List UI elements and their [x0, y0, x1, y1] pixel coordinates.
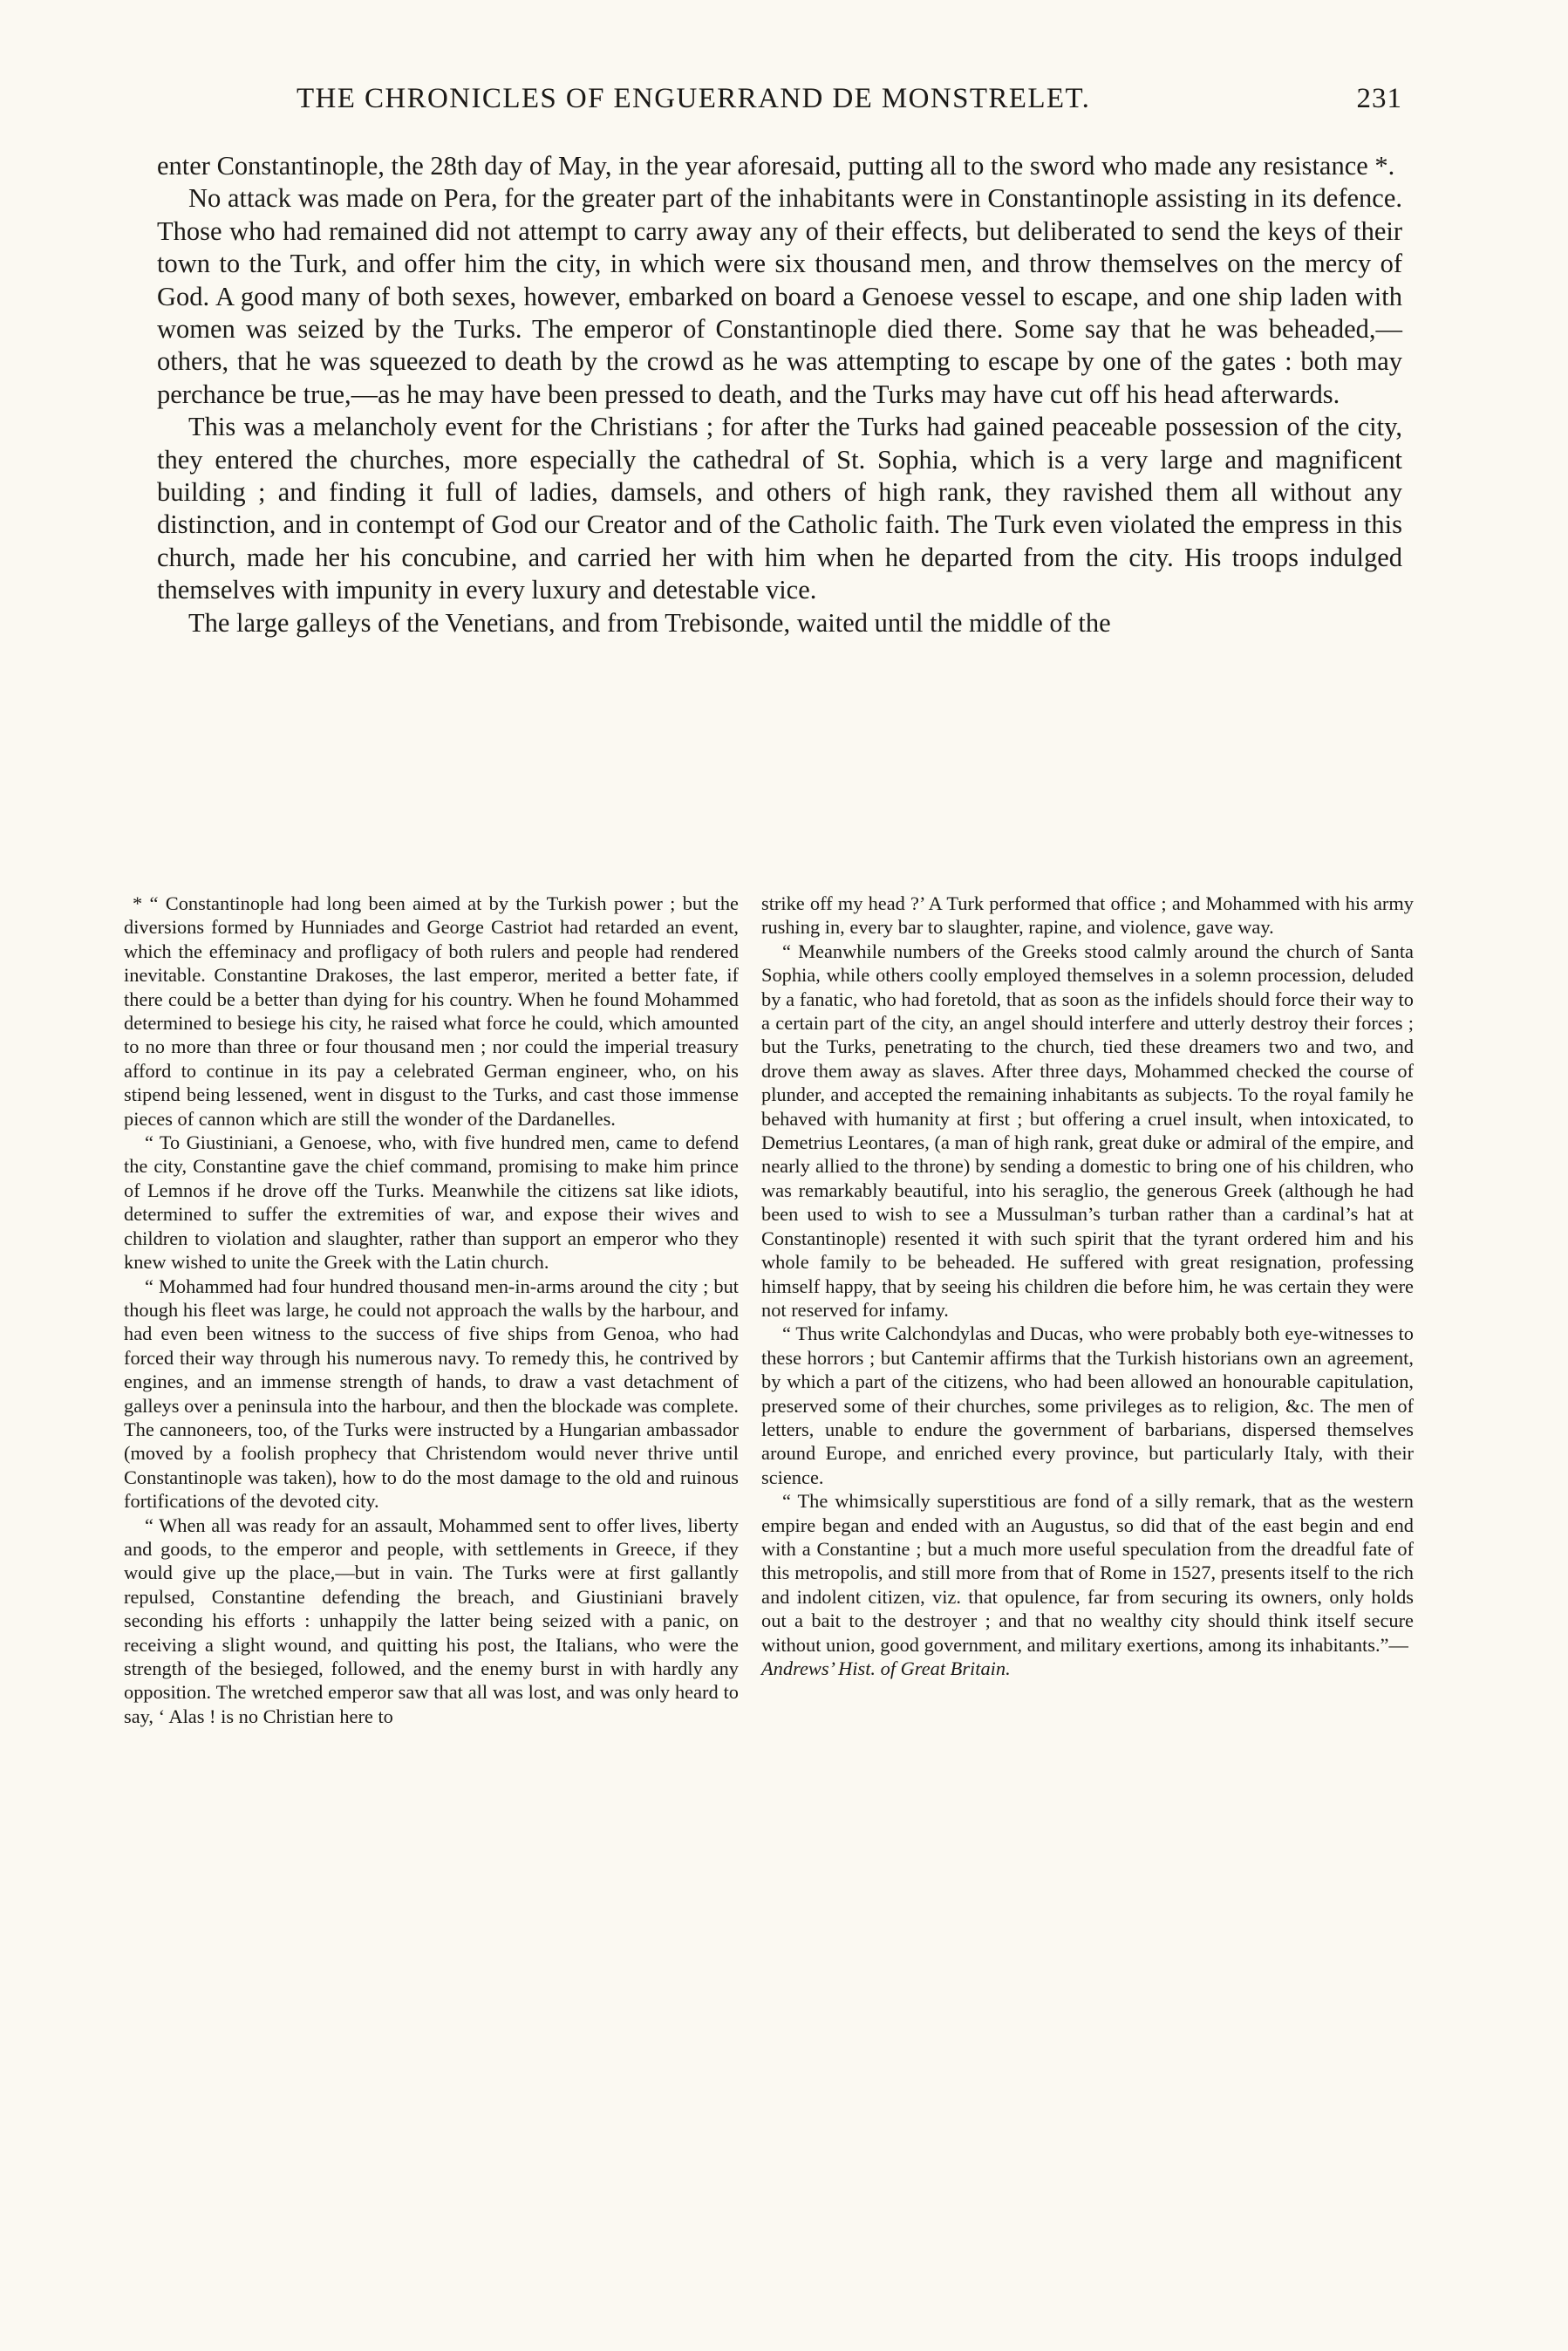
footnote-paragraph: “ The whimsically superstitious are fond of a silly remark, that as the western empire began and ended with an Augustus, so did that of the east begin and end with a Constantine ; but a much more useful speculation from the dreadful fate of this metropolis, and still more from that of Rome in 1527, presents itself to the rich and indolent citizen, viz. that opulence, far from securing its owners, only holds out a bait to the destroyer ; and that no wealthy city should think itself secure without union, good government, and military exertions, among its inhabitants.”—: [761, 1490, 1414, 1656]
running-title: THE CHRONICLES OF ENGUERRAND DE MONSTRELET.: [297, 83, 1091, 114]
footnote-column-left: [124, 892, 739, 1728]
page-header: [157, 83, 1402, 123]
footnote-paragraph: “ Mohammed had four hundred thousand men-in-arms around the city ; but though his fleet was large, he could not approach the walls by the harbour, and had even been witness to the success of five ships from Genoa, who had forced their way through his numerous navy. To remedy this, he contrived by engines, and an immense strength of hands, to draw a vast detachment of galleys over a peninsula into the harbour, and then the blockade was complete. The cannoneers, too, of the Turks were instructed by a Hungarian ambassador (moved by a foolish prophecy that Christendom would never thrive until Constantinople was taken), how to do the most damage to the old and ruinous fortifications of the devoted city.: [124, 1275, 739, 1513]
main-paragraph: No attack was made on Pera, for the greater part of the inhabitants were in Constantinople assisting in its defence. Those who had remained did not attempt to carry away any of their effects, but deliberated to send the keys of their town to the Turk, and offer him the city, in which were six thousand men, and throw themselves on the mercy of God. A good many of both sexes, however, embarked on board a Genoese vessel to escape, and one ship laden with women was seized by the Turks. The emperor of Constantinople died there. Some say that he was beheaded,—others, that he was squeezed to death by the crowd as he was attempting to escape by one of the gates : both may perchance be true,—as he may have been pressed to death, and the Turks may have cut off his head afterwards.: [157, 183, 1402, 409]
main-text: [157, 150, 1402, 639]
main-paragraph: This was a melancholy event for the Christians ; for after the Turks had gained peaceable possession of the city, they entered the churches, more especially the cathedral of St. Sophia, which is a very large and magnificent building ; and finding it full of ladies, damsels, and others of high rank, they ravished them all without any distinction, and in contempt of God our Creator and of the Catholic faith. The Turk even violated the empress in this church, made her his concubine, and carried her with him when he departed from the city. His troops indulged themselves with impunity in every luxury and detestable vice.: [157, 412, 1402, 605]
footnote-column-right: [761, 892, 1414, 1680]
page-number: 231: [1356, 83, 1402, 114]
main-paragraph: The large galleys of the Venetians, and from Trebisonde, waited until the middle of the: [188, 607, 1111, 638]
footnote-paragraph: “ Thus write Calchondylas and Ducas, who were probably both eye-witnesses to these horrors ; but Cantemir affirms that the Turkish historians own an agreement, by which a part of the citizens, who had been allowed an honourable capitulation, preserved some of their churches, some privileges as to religion, &c. The men of letters, unable to endure the government of barbarians, dispersed themselves around Europe, and enriched every province, but particularly Italy, with their science.: [761, 1322, 1414, 1488]
footnote-paragraph: “ To Giustiniani, a Genoese, who, with five hundred men, came to defend the city, Constantine gave the chief command, promising to make him prince of Lemnos if he drove off the Turks. Meanwhile the citizens sat like idiots, determined to suffer the extremities of war, and expose their wives and children to violation and slaughter, rather than support an emperor who they knew wished to unite the Greek with the Latin church.: [124, 1131, 739, 1274]
footnote-paragraph: * “ Constantinople had long been aimed at by the Turkish power ; but the diversions formed by Hunniades and George Castriot had retarded an event, which the effeminacy and profligacy of both rulers and people had rendered inevitable. Constantine Drakoses, the last emperor, merited a better fate, if there could be a better than dying for his country. When he found Mohammed determined to besiege his city, he raised what force he could, which amounted to no more than three or four thousand men ; nor could the imperial treasury afford to continue in its pay a celebrated German engineer, who, on his stipend being lessened, went in disgust to the Turks, and cast those immense pieces of cannon which are still the wonder of the Dardanelles.: [124, 892, 739, 1130]
footnote-source: Andrews’ Hist. of Great Britain.: [761, 1657, 1011, 1679]
footnote-paragraph: strike off my head ?’ A Turk performed that office ; and Mohammed with his army rushing in, every bar to slaughter, rapine, and violence, gave way.: [761, 892, 1414, 939]
footnote-paragraph: “ When all was ready for an assault, Mohammed sent to offer lives, liberty and goods, to the emperor and people, with settlements in Greece, if they would give up the place,—but in vain. The Turks were at first gallantly repulsed, Constantine defending the breach, and Giustiniani bravely seconding his efforts : unhappily the latter being seized with a panic, on receiving a slight wound, and quitting his post, the Italians, who were the strength of the besieged, followed, and the enemy burst in with hardly any opposition. The wretched emperor saw that all was lost, and was only heard to say, ‘ Alas ! is no Christian here to: [124, 1514, 739, 1727]
footnote-paragraph: “ Meanwhile numbers of the Greeks stood calmly around the church of Santa Sophia, while others coolly employed themselves in a solemn procession, deluded by a fanatic, who had foretold, that as soon as the infidels should force their way to a certain part of the city, an angel should interfere and utterly destroy their forces ; but the Turks, penetrating to the church, tied these dreamers two and two, and drove them away as slaves. After three days, Mohammed checked the course of plunder, and accepted the remaining inhabitants as subjects. To the royal family he behaved with humanity at first ; but offering a cruel insult, when intoxicated, to Demetrius Leontares, (a man of high rank, great duke or admiral of the empire, and nearly allied to the throne) by sending a domestic to bring one of his children, who was remarkably beautiful, into his seraglio, the generous Greek (although he had been used to wish to see a Mussulman’s turban rather than a cardinal’s hat at Constantinople) resented it with such spirit that the tyrant ordered him and his whole family to be beheaded. He suffered with great resignation, professing himself happy, that by seeing his children die before him, he was certain they were not reserved for infamy.: [761, 940, 1414, 1321]
main-paragraph: enter Constantinople, the 28th day of May, in the year aforesaid, putting all to the sword who made any resistance *.: [157, 151, 1395, 181]
